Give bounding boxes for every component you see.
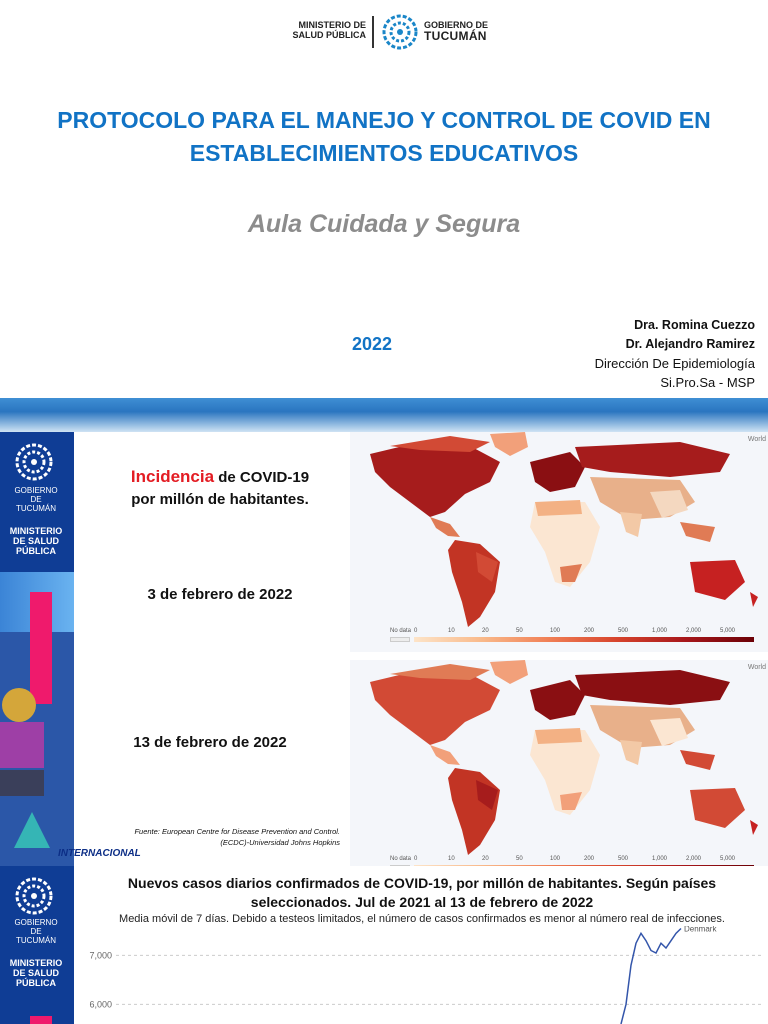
sidebar-min-l2: DE SALUD — [12, 536, 59, 546]
cases-line-chart — [76, 926, 768, 1024]
legend-tick: 5,000 — [720, 856, 736, 862]
subtitle: Aula Cuidada y Segura — [247, 210, 521, 238]
deco-dark-block — [0, 770, 44, 796]
incidence-title-line2: por millón de habitantes. — [131, 491, 309, 508]
map-india — [620, 512, 642, 537]
chart-title-line2: seleccionados. Jul de 2021 al 13 de febrero de 2022 — [250, 894, 594, 910]
page-title — [20, 104, 748, 170]
legend-tick: 500 — [618, 856, 629, 862]
legend-color-scale — [414, 637, 754, 642]
date-label-2: 13 de febrero de 2022 — [133, 734, 287, 751]
map-australia — [690, 560, 745, 600]
map-southeast-asia — [680, 750, 715, 770]
incidence-title — [100, 466, 340, 511]
source-line1: Fuente: European Centre for Disease Prevention and Control. — [134, 827, 340, 836]
sidebar-min-l1: MINISTERIO — [9, 526, 63, 536]
ministerio-line1: MINISTERIO DE — [298, 20, 366, 30]
map-north-america — [370, 442, 500, 517]
legend-tick: 50 — [516, 628, 523, 634]
title-line2: ESTABLECIMIENTOS EDUCATIVOS — [189, 140, 579, 166]
cases-chart-slide — [0, 866, 768, 1024]
legend-tick: 2,000 — [686, 628, 702, 634]
legend-tick: 20 — [482, 628, 489, 634]
map-russia — [575, 442, 730, 477]
legend-nodata-swatch — [390, 637, 410, 642]
gobierno-tucuman-logo-icon — [380, 14, 420, 50]
authors-block — [595, 316, 755, 392]
map-north-america — [370, 670, 500, 745]
legend-tick: 200 — [584, 628, 595, 634]
chart-title — [84, 874, 760, 912]
sidebar-min-l2: DE SALUD — [12, 968, 59, 978]
incidence-word: Incidencia — [130, 467, 215, 486]
legend-tick: 500 — [618, 628, 629, 634]
map-new-zealand — [750, 820, 758, 835]
map-russia — [575, 670, 730, 705]
legend-tick: 10 — [448, 856, 455, 862]
affiliation-2: Si.Pro.Sa - MSP — [660, 375, 755, 390]
legend-tick: 1,000 — [652, 628, 668, 634]
sidebar-gob-l2: DE — [30, 495, 42, 504]
gobierno-emblem-icon — [14, 876, 54, 916]
legend-tick: 20 — [482, 856, 489, 862]
sidebar-header — [0, 432, 74, 572]
legend-tick: 1,000 — [652, 856, 668, 862]
legend-tick: 100 — [550, 628, 561, 634]
map-greenland — [490, 660, 528, 684]
map-central-america — [430, 745, 460, 765]
affiliation-1: Dirección De Epidemiología — [594, 356, 755, 371]
source-line2: (ECDC)-Universidad Johns Hopkins — [220, 838, 340, 847]
gobierno-line1: GOBIERNO DE — [424, 20, 489, 30]
series-line-denmark — [621, 929, 681, 1024]
map-legend — [390, 628, 762, 646]
deco-purple-block — [0, 722, 44, 768]
y-tick-label: 7,000 — [89, 950, 112, 961]
legend-nodata-label: No data — [390, 856, 412, 862]
gobierno-emblem-icon — [14, 442, 54, 482]
deco-pink-bar — [30, 1016, 52, 1024]
map-europe — [530, 452, 585, 492]
slide-sidebar — [0, 866, 74, 1024]
series-label: Denmark — [684, 926, 717, 934]
ministerio-logo-text — [280, 20, 366, 40]
world-map-feb-13 — [350, 660, 768, 880]
year-label: 2022 — [352, 334, 393, 354]
section-label: INTERNACIONAL — [58, 848, 141, 859]
map-australia — [690, 788, 745, 828]
sidebar-gob-l2: DE — [30, 927, 42, 936]
legend-tick: 2,000 — [686, 856, 702, 862]
legend-tick: 50 — [516, 856, 523, 862]
gobierno-line2: TUCUMÁN — [424, 29, 487, 43]
deco-pink-bar — [30, 592, 52, 704]
slide-sidebar — [0, 432, 74, 866]
map-india — [620, 740, 642, 765]
chart-title-line1: Nuevos casos diarios confirmados de COVID-19, por millón de habitantes. Según países — [127, 875, 717, 891]
map-south-america — [448, 768, 500, 855]
map-europe — [530, 680, 585, 720]
map-new-zealand — [750, 592, 758, 607]
map-south-america — [448, 540, 500, 627]
sidebar-gob-l1: GOBIERNO — [14, 486, 58, 495]
title-line1: PROTOCOLO PARA EL MANEJO Y CONTROL DE COVID EN — [57, 107, 711, 133]
world-map-image — [350, 432, 768, 632]
map-world-label: World — [747, 664, 766, 671]
sidebar-ministerio-text — [2, 958, 70, 988]
logo-divider — [372, 16, 374, 48]
slide-separator-band — [0, 398, 768, 432]
world-map-feb-3 — [350, 432, 768, 652]
legend-tick: 100 — [550, 856, 561, 862]
sidebar-gob-l3: TUCUMÁN — [16, 504, 56, 513]
legend-tick: 10 — [448, 628, 455, 634]
incidence-title-rest: de COVID-19 — [214, 469, 310, 486]
legend-nodata-label: No data — [390, 628, 412, 634]
deco-teal-triangle — [14, 812, 50, 848]
legend-tick: 0 — [414, 856, 418, 862]
map-world-label: World — [747, 436, 766, 443]
world-map-image — [350, 660, 768, 860]
legend-tick: 0 — [414, 628, 418, 634]
title-slide — [0, 0, 768, 400]
sidebar-min-l3: PÚBLICA — [16, 546, 56, 556]
source-note — [86, 826, 340, 848]
map-north-africa — [535, 728, 582, 744]
date-label-1: 3 de febrero de 2022 — [147, 586, 293, 603]
legend-tick: 5,000 — [720, 628, 736, 634]
gobierno-logo-text — [424, 20, 488, 42]
sidebar-ministerio-text — [2, 526, 70, 556]
chart-subtitle: Media móvil de 7 días. Debido a testeos limitados, el número de casos confirmados es menor al número real de infecciones. — [119, 913, 725, 925]
legend-tick: 200 — [584, 856, 595, 862]
sidebar-min-l3: PÚBLICA — [16, 978, 56, 988]
map-north-africa — [535, 500, 582, 516]
ministerio-line2: SALUD PÚBLICA — [292, 30, 366, 40]
map-southeast-asia — [680, 522, 715, 542]
map-central-america — [430, 517, 460, 537]
sidebar-gob-l3: TUCUMÁN — [16, 936, 56, 945]
sidebar-min-l1: MINISTERIO — [9, 958, 63, 968]
sidebar-gob-l1: GOBIERNO — [14, 918, 58, 927]
y-tick-label: 6,000 — [89, 999, 112, 1010]
author-1: Dra. Romina Cuezzo — [634, 318, 755, 332]
sidebar-gobierno-text — [2, 918, 70, 945]
deco-gold-circle — [2, 688, 36, 722]
author-2: Dr. Alejandro Ramirez — [625, 337, 755, 351]
incidence-slide — [0, 432, 768, 866]
map-greenland — [490, 432, 528, 456]
sidebar-gobierno-text — [2, 486, 70, 513]
